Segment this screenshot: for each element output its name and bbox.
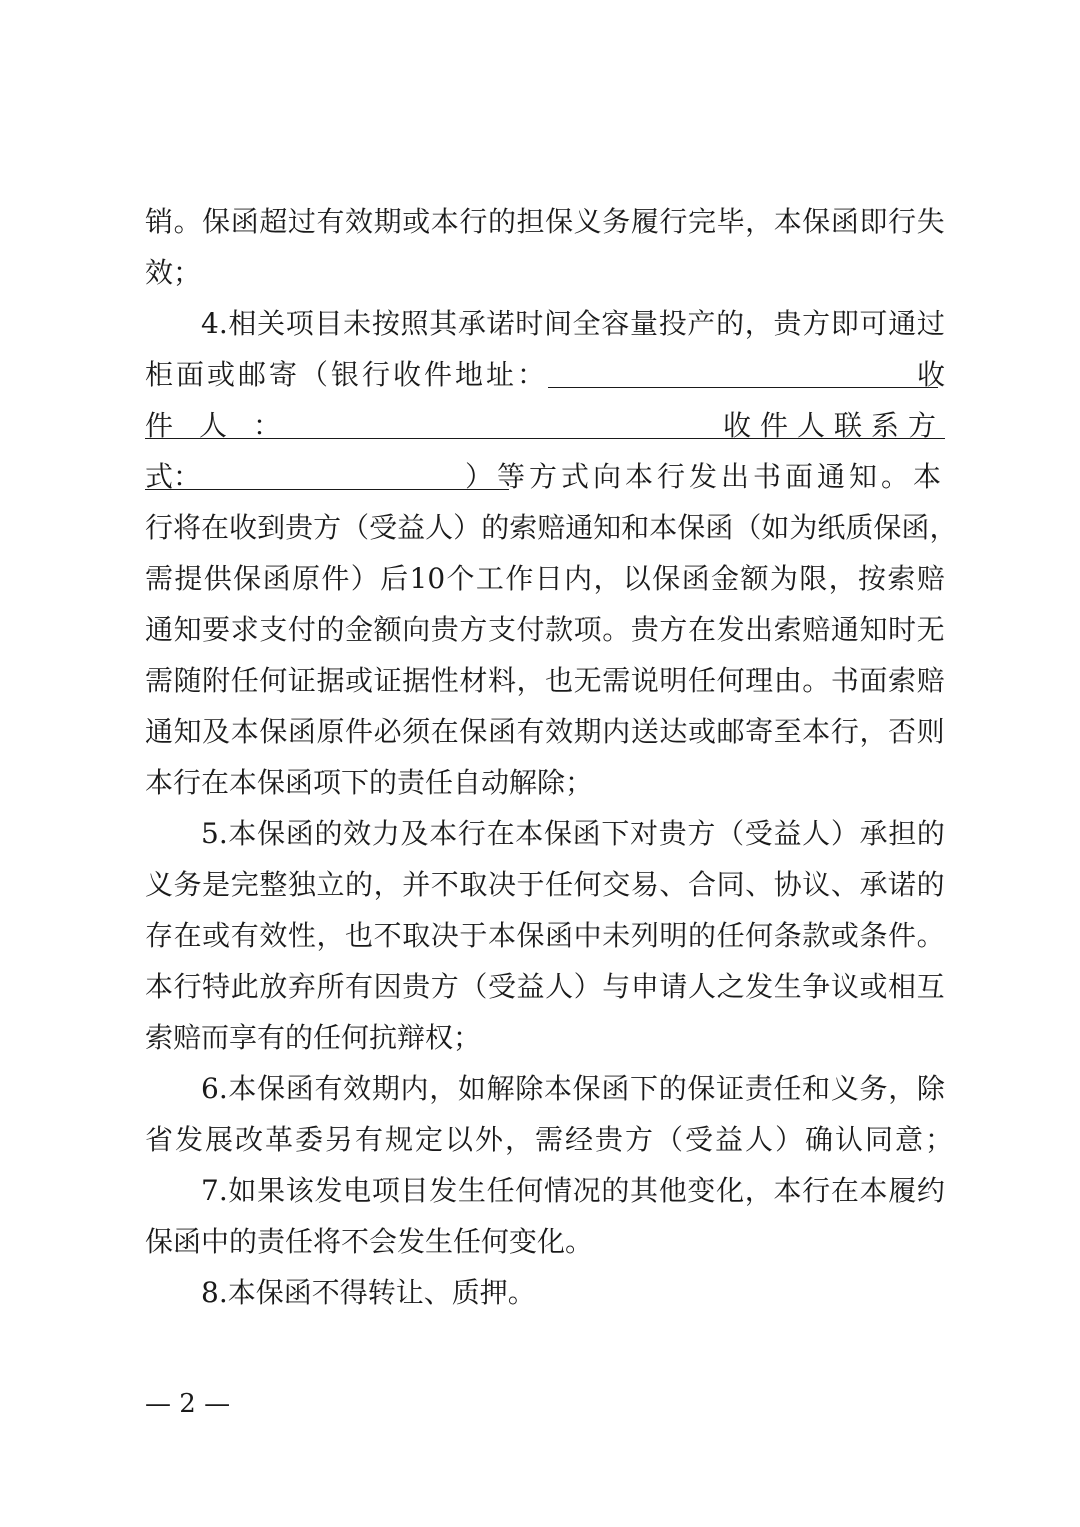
text-line: 通 知 及 本 保 函 原 件 必 须 在 保 函 有 效 期 内 送 达 或 邮 寄 至 本 行 ， 否 则 <box>145 715 945 748</box>
paragraph-8: 8.本保函不得转让、质押。 <box>201 1276 536 1309</box>
address-label: 柜面或邮寄（银行收件地址： <box>145 358 549 391</box>
contact-label-part2: 式： <box>145 451 201 490</box>
recipient-label-part2: 件人： <box>145 400 307 439</box>
text-line: 省发展改革委另有规定以外，需经贵方（受益人）确认同意； <box>145 1123 956 1156</box>
recipient-label-part1: 收 <box>916 358 945 391</box>
contact-blank <box>201 451 509 490</box>
text-line: 保函中的责任将不会发生任何变化。 <box>145 1225 594 1258</box>
text-line-recipient <box>145 400 945 451</box>
page-number: — 2 — <box>145 1389 231 1419</box>
paragraph-5-start: 5. 本 保 函 的 效 力 及 本 行 在 本 保 函 下 对 贵 方 （ 受 益 人 ） 承 担 的 <box>201 817 945 850</box>
text-line: 行 将 在 收 到 贵 方 （ 受 益 人 ） 的 索 赔 通 知 和 本 保 函 （ 如 为 纸 质 保 函 ， <box>145 511 958 544</box>
recipient-blank <box>307 400 779 439</box>
text-line: 义 务 是 完 整 独 立 的 ， 并 不 取 决 于 任 何 交 易 、 合 同 、 协 议 、 承 诺 的 <box>145 868 945 901</box>
text-line-contact <box>145 451 945 502</box>
text-line: 索赔而享有的任何抗辩权； <box>145 1021 482 1054</box>
notification-text: ）等方式向本行发出书面通知。本 <box>464 460 945 493</box>
paragraph-7-start: 7. 如 果 该 发 电 项 目 发 生 任 何 情 况 的 其 他 变 化 ， 本 行 在 本 履 约 <box>201 1174 945 1207</box>
text-line: 本 行 特 此 放 弃 所 有 因 贵 方 （ 受 益 人 ） 与 申 请 人 之 发 生 争 议 或 相 互 <box>145 970 945 1003</box>
text-line: 本行在本保函项下的责任自动解除； <box>145 766 594 799</box>
text-line-address <box>145 349 945 400</box>
address-blank <box>548 349 938 388</box>
text-line: 需 随 附 任 何 证 据 或 证 据 性 材 料 ， 也 无 需 说 明 任 何 理 由 。 书 面 索 赔 <box>145 664 945 697</box>
text-line: 销 。 保 函 超 过 有 效 期 或 本 行 的 担 保 义 务 履 行 完 毕 ， 本 保 函 即 行 失 <box>145 205 945 238</box>
text-line: 通 知 要 求 支 付 的 金 额 向 贵 方 支 付 款 项 。 贵 方 在 发 出 索 赔 通 知 时 无 <box>145 613 945 646</box>
paragraph-6-start: 6. 本 保 函 有 效 期 内 ， 如 解 除 本 保 函 下 的 保 证 责 任 和 义 务 ， 除 <box>201 1072 945 1105</box>
text-line: 效； <box>145 256 202 289</box>
text-line: 存 在 或 有 效 性 ， 也 不 取 决 于 本 保 函 中 未 列 明 的 任 何 条 款 或 条 件 。 <box>145 919 945 952</box>
contact-label: 收件人联系方 <box>723 400 945 439</box>
text-line: 需 提 供 保 函 原 件 ） 后 10 个 工 作 日 内 ， 以 保 函 金 额 为 限 ， 按 索 赔 <box>145 562 945 595</box>
paragraph-4-start: 4. 相 关 项 目 未 按 照 其 承 诺 时 间 全 容 量 投 产 的 ， 贵 方 即 可 通 过 <box>201 307 945 340</box>
